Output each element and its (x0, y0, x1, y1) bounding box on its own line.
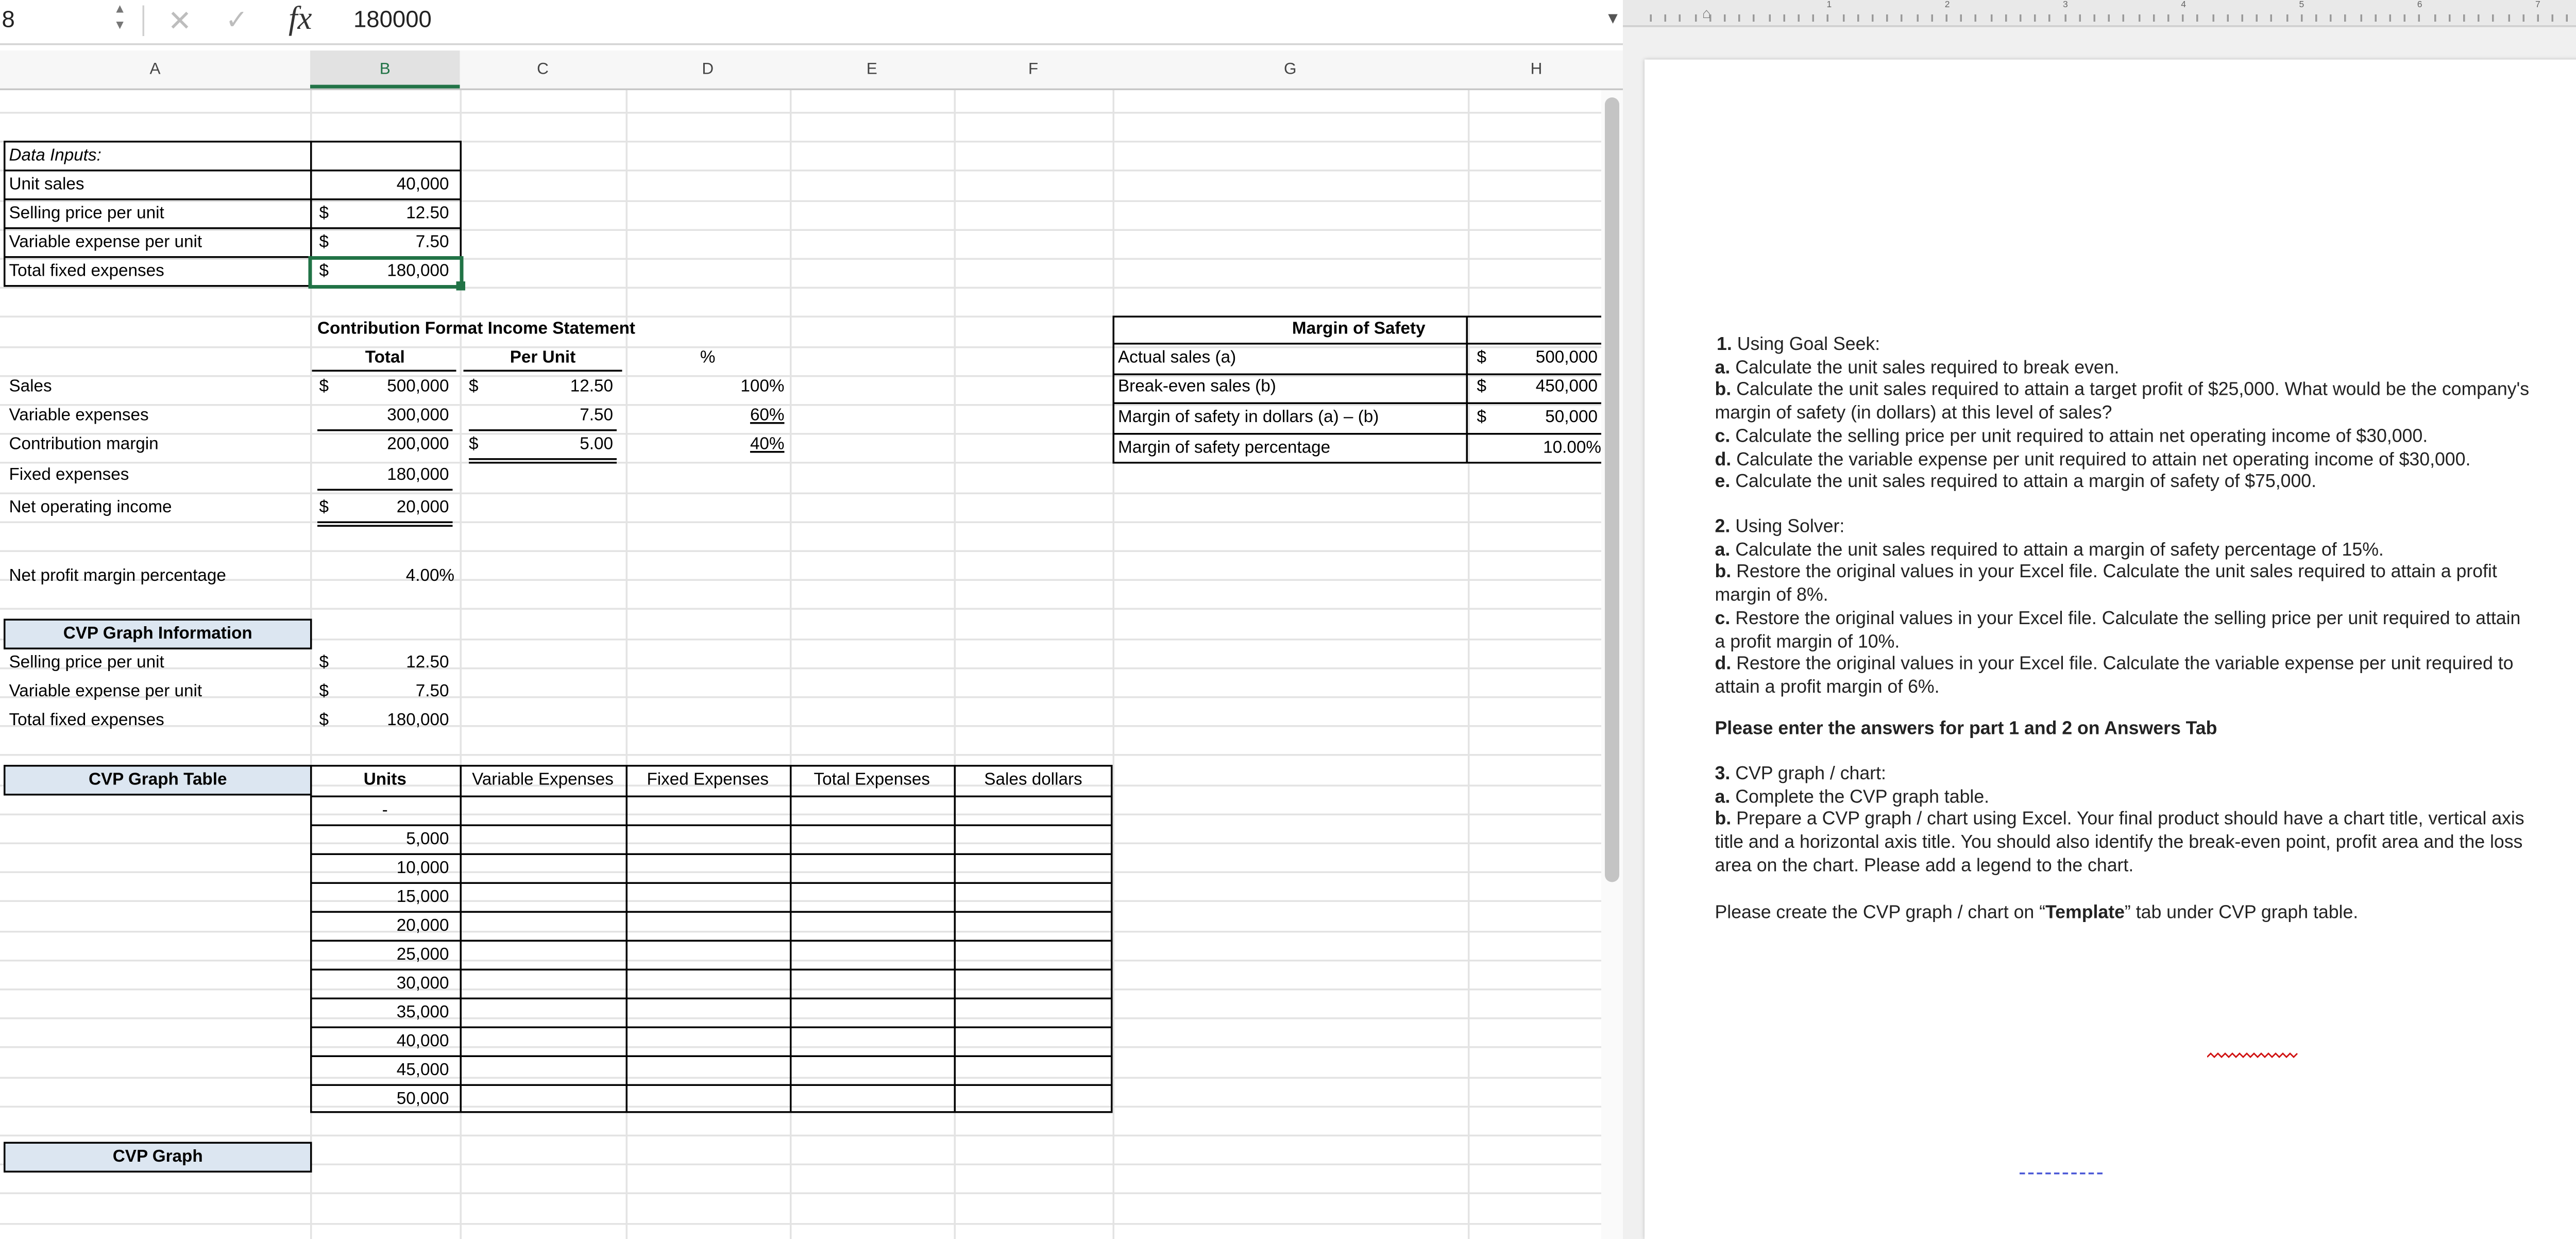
instruction-line (1715, 811, 2524, 833)
ruler-tick (2167, 14, 2170, 22)
instruction-key: a. (1715, 788, 1731, 808)
instruction-line (1715, 473, 2317, 496)
cvp-col-line (954, 765, 956, 1113)
input-label-unit-sales: Unit sales (9, 175, 84, 195)
instruction-text: Calculate the selling price per unit required to attain net operating income of $30,000. (1735, 427, 2428, 447)
formula-bar (0, 0, 1623, 45)
instruction-text: a profit margin of 10%. (1715, 632, 1900, 652)
ruler-tick (1680, 14, 1682, 22)
formula-input[interactable]: 180000 (353, 5, 432, 32)
ruler-tick (1694, 14, 1697, 22)
ruler-tick (2493, 14, 2495, 22)
is-cur1-sales: $ (319, 377, 329, 397)
is-double-underline-2 (469, 462, 617, 464)
instruction-key: c. (1715, 609, 1731, 629)
gridline-row (0, 287, 1601, 289)
instruction-text: Calculate the unit sales required to attain a margin of safety percentage of 15%. (1735, 540, 2384, 561)
column-header-bar (0, 51, 1623, 90)
column-header-f[interactable]: F (1028, 59, 1039, 78)
instruction-text: Restore the original values in your Excel file. Calculate the variable expense per unit required to (1736, 655, 2514, 675)
instruction-text: Complete the CVP graph table. (1735, 788, 1990, 808)
cvp-title: CVP graph / chart: (1735, 765, 1886, 785)
gridline-row (0, 726, 1601, 728)
gridline-row (0, 550, 1601, 552)
instruction-text: attain a profit margin of 6%. (1715, 678, 1940, 698)
ruler-tick (1798, 14, 1800, 22)
instruction-key: b. (1715, 563, 1732, 583)
gridline-row (0, 112, 1601, 114)
cvp-units-cell[interactable]: 40,000 (396, 1032, 449, 1052)
ruler-tick (2375, 14, 2377, 22)
ruler-tick (1783, 14, 1785, 22)
ruler-tick (2434, 14, 2436, 22)
instruction-line (1715, 427, 2428, 450)
ruler-tick (2049, 14, 2051, 22)
mos-label-dollars: Margin of safety in dollars (a) – (b) (1118, 408, 1379, 428)
is-label-variable-expenses: Variable expenses (9, 406, 149, 426)
name-box[interactable]: 8 (2, 5, 15, 32)
instruction-key: d. (1715, 655, 1732, 675)
instruction-line (1715, 655, 2514, 678)
instruction-line (1715, 450, 2471, 473)
cvp-info-value-fixed[interactable]: 180,000 (387, 711, 449, 731)
name-box-spinner-icon[interactable]: ▲ ▼ (113, 4, 126, 32)
instruction-line (1715, 857, 2134, 879)
ruler-tick (2537, 14, 2539, 22)
ruler-tick (1990, 14, 1992, 22)
ruler-tick (2242, 14, 2244, 22)
ruler-tick (1650, 14, 1652, 22)
ruler-number: 7 (2535, 0, 2540, 11)
cvp-header-total-expenses: Total Expenses (814, 770, 930, 790)
ruler-tick (1842, 14, 1844, 22)
instruction-key: b. (1715, 810, 1732, 831)
data-inputs-line-2 (4, 227, 462, 229)
is-underline-variable-total (317, 429, 453, 431)
gridline-row (0, 521, 1601, 523)
instruction-text: Calculate the unit sales required to attain a target profit of $25,000. What would be the company's (1736, 381, 2530, 401)
column-header-b[interactable]: B (310, 51, 460, 89)
is-cur1-noi: $ (319, 498, 329, 518)
mos-value-percentage[interactable]: 10.00% (1543, 438, 1601, 458)
ruler-tick (2300, 14, 2302, 22)
cvp-row-line (310, 882, 1113, 884)
cvp-row-line (310, 825, 1113, 827)
final-bold: Template (2045, 903, 2125, 924)
cvp-info-cur-price: $ (319, 653, 329, 673)
final-post: ” tab under CVP graph table. (2124, 903, 2359, 924)
goal-seek-num: 1. (1717, 336, 1732, 356)
cvp-units-cell[interactable]: 10,000 (396, 859, 449, 879)
solver-title: Using Solver: (1735, 517, 1845, 538)
net-margin-label: Net profit margin percentage (9, 566, 226, 587)
mos-title: Margin of Safety (1292, 319, 1426, 339)
ruler-tick (2005, 14, 2007, 22)
is-double-underline-1 (469, 458, 617, 460)
cancel-icon[interactable]: ✕ (167, 7, 192, 38)
ruler-number: 5 (2299, 0, 2304, 11)
mos-value-break-even[interactable]: 450,000 (1535, 377, 1598, 397)
spellcheck-squiggle-icon (2207, 1052, 2301, 1063)
ruler-tick (2197, 14, 2199, 22)
ruler-tick (1916, 14, 1918, 22)
formula-bar-separator (143, 6, 145, 37)
solver-heading (1715, 518, 1845, 541)
ruler-tick (1665, 14, 1667, 22)
instruction-text: Calculate the unit sales required to break even. (1735, 358, 2120, 378)
cvp-header-fixed-expenses: Fixed Expenses (647, 770, 769, 790)
ruler-tick (2153, 14, 2155, 22)
cvp-row-line (310, 911, 1113, 913)
mos-header-line (1113, 343, 1602, 345)
is-cur2-contribution-margin: $ (469, 434, 479, 455)
ruler-number: 3 (2063, 0, 2068, 11)
ruler-tick (2345, 14, 2347, 22)
instruction-key: a. (1715, 358, 1731, 378)
ruler-tick (2389, 14, 2392, 22)
instruction-text: margin of safety (in dollars) at this level of sales? (1715, 404, 2112, 424)
cvp-units-cell[interactable]: 20,000 (396, 916, 449, 936)
is-double-underline-noi-1 (317, 522, 453, 524)
ruler-tick (2079, 14, 2081, 22)
ruler-tick (2182, 14, 2184, 22)
ruler-tick (2123, 14, 2125, 22)
mos-label-actual-sales: Actual sales (a) (1118, 348, 1236, 368)
cvp-row-line (310, 796, 1113, 798)
ruler-tick (1975, 14, 1977, 22)
column-header-h[interactable]: H (1530, 59, 1543, 78)
mos-cur-dollars: $ (1477, 408, 1487, 428)
vertical-scrollbar[interactable] (1601, 90, 1623, 1239)
cvp-info-cur-fixed: $ (319, 711, 329, 731)
cvp-info-cur-variable: $ (319, 682, 329, 702)
is-double-underline-noi-2 (317, 525, 453, 527)
mos-line-3 (1113, 433, 1602, 435)
scrollbar-thumb[interactable] (1605, 97, 1619, 882)
word-scaled (1623, 0, 2576, 1239)
input-value-selling-price[interactable]: 12.50 (406, 204, 449, 224)
left-indent-marker-icon[interactable]: ⌂ (1702, 5, 1711, 22)
input-label-variable-expense: Variable expense per unit (9, 232, 202, 253)
is-total-contribution-margin[interactable]: 200,000 (387, 434, 449, 455)
input-value-unit-sales[interactable]: 40,000 (396, 175, 449, 195)
column-header-d[interactable]: D (702, 59, 714, 78)
cvp-row-line (310, 1027, 1113, 1029)
gridline-row (0, 1193, 1601, 1195)
cvp-row-line (310, 853, 1113, 856)
cvp-units-cell[interactable]: 5,000 (406, 830, 449, 850)
cvp-num: 3. (1715, 765, 1731, 785)
instruction-line (1715, 563, 2497, 586)
ruler-number: 4 (2181, 0, 2186, 11)
instruction-key: a. (1715, 540, 1731, 561)
mos-cur-actual-sales: $ (1477, 348, 1487, 368)
cvp-col-line (626, 765, 628, 1113)
mos-value-actual-sales[interactable]: 500,000 (1535, 348, 1598, 368)
gridline-row (0, 609, 1601, 611)
gridline-col (1113, 90, 1115, 1239)
instruction-line (1715, 404, 2112, 427)
gridline-row (0, 1135, 1601, 1137)
instruction-key: b. (1715, 381, 1732, 401)
ruler-tick (2507, 14, 2510, 22)
column-header-e[interactable]: E (866, 59, 877, 78)
instruction-line (1715, 788, 1990, 810)
column-header-c[interactable]: C (537, 59, 549, 78)
input-cur-fixed-expenses: $ (319, 261, 329, 281)
grammar-underline-icon (2020, 1173, 2103, 1175)
ruler-tick (1872, 14, 1874, 22)
mos-cur-break-even: $ (1477, 377, 1487, 397)
is-cur2-sales: $ (469, 377, 479, 397)
cvp-header-variable-expenses: Variable Expenses (472, 770, 614, 790)
cvp-row-line (310, 1084, 1113, 1086)
instruction-text: title and a horizontal axis title. You should also identify the break-even point, profit area and the loss (1715, 833, 2523, 853)
cvp-info-label-variable: Variable expense per unit (9, 682, 202, 702)
word-window (1623, 0, 2576, 1239)
ruler-tick (2256, 14, 2258, 22)
ruler-tick (2271, 14, 2273, 22)
instruction-key: d. (1715, 450, 1732, 470)
cvp-info-value-variable[interactable]: 7.50 (415, 682, 449, 702)
instruction-text: Calculate the variable expense per unit required to attain net operating income of $30,000. (1736, 450, 2471, 470)
ruler-tick (2330, 14, 2332, 22)
active-cell-selection[interactable] (309, 256, 464, 289)
ruler-tick (1768, 14, 1770, 22)
gridline-row (0, 755, 1601, 757)
column-header-a[interactable]: A (149, 59, 161, 78)
ruler-tick (2315, 14, 2317, 22)
cvp-units-cell[interactable]: 35,000 (396, 1003, 449, 1023)
cvp-units-cell[interactable]: 15,000 (396, 888, 449, 908)
is-underline-fixed (317, 489, 453, 491)
data-inputs-header-line (4, 170, 462, 172)
cvp-row-line (310, 940, 1113, 942)
instruction-text: Calculate the unit sales required to attain a margin of safety of $75,000. (1735, 473, 2317, 493)
ruler-tick (2212, 14, 2214, 22)
ruler-tick (2360, 14, 2362, 22)
gridline-row (0, 1223, 1601, 1225)
answers-note: Please enter the answers for part 1 and 2 on Answers Tab (1715, 719, 2217, 740)
instruction-line (1715, 381, 2530, 404)
is-label-fixed-expenses: Fixed expenses (9, 465, 129, 485)
instruction-line (1715, 678, 1940, 701)
ruler-tick (1857, 14, 1859, 22)
mos-label-break-even: Break-even sales (b) (1118, 377, 1276, 397)
goal-seek-heading (1717, 336, 1880, 358)
income-statement-title: Contribution Format Income Statement (317, 319, 636, 339)
insert-function-icon[interactable]: fx (289, 0, 312, 36)
cvp-units-cell[interactable]: 50,000 (396, 1090, 449, 1110)
input-value-variable-expense[interactable]: 7.50 (415, 232, 449, 253)
is-pct-sales[interactable]: 100% (740, 377, 785, 397)
instruction-text: Restore the original values in your Excel file. Calculate the selling price per unit required to attain (1735, 609, 2521, 629)
ruler-tick (2419, 14, 2421, 22)
data-inputs-line-1 (4, 198, 462, 200)
is-total-variable-expenses[interactable]: 300,000 (387, 406, 449, 426)
instruction-line (1715, 609, 2521, 632)
goal-seek-title: Using Goal Seek: (1737, 336, 1880, 356)
ruler-tick (2108, 14, 2110, 22)
cvp-units-cell[interactable]: - (382, 801, 388, 821)
worksheet-grid[interactable] (0, 90, 1601, 1239)
instruction-text: area on the chart. Please add a legend to the chart. (1715, 856, 2134, 877)
final-pre: Please create the CVP graph / chart on “ (1715, 903, 2046, 924)
is-total-fixed-expenses[interactable]: 180,000 (387, 465, 449, 485)
is-total-noi[interactable]: 20,000 (396, 498, 449, 518)
is-header-underline-total (312, 370, 456, 372)
data-inputs-title: Data Inputs: (9, 146, 101, 166)
ruler-tick (2286, 14, 2288, 22)
is-header-underline-per-unit (464, 370, 622, 372)
instruction-key: c. (1715, 427, 1731, 447)
is-underline-variable-per-unit (469, 429, 617, 431)
cvp-row-line (310, 998, 1113, 1000)
instruction-line (1715, 632, 1900, 655)
ruler-tick (2064, 14, 2066, 22)
is-header-per-unit: Per Unit (510, 348, 576, 368)
input-cur-variable-expense: $ (319, 232, 329, 253)
mos-label-percentage: Margin of safety percentage (1118, 438, 1331, 458)
cvp-header-sales-dollars: Sales dollars (984, 770, 1082, 790)
ruler-tick (2404, 14, 2406, 22)
gridline-row (0, 667, 1601, 669)
cvp-units-cell[interactable]: 45,000 (396, 1061, 449, 1081)
cvp-row-line (310, 1056, 1113, 1058)
instruction-key: e. (1715, 473, 1731, 493)
cvp-header-units: Units (363, 770, 406, 790)
ruler-tick (2035, 14, 2037, 22)
gridline-col (1468, 90, 1470, 1239)
ruler-tick (1739, 14, 1741, 22)
input-value-fixed-expenses[interactable]: 180,000 (387, 261, 449, 281)
ruler-tick (1946, 14, 1948, 22)
cvp-col-line (790, 765, 792, 1113)
instruction-text: Prepare a CVP graph / chart using Excel. Your final product should have a chart title, vertical axis (1736, 810, 2524, 831)
cvp-col-line (460, 765, 462, 1113)
cvp-info-title: CVP Graph Information (63, 624, 252, 644)
ruler-tick (1887, 14, 1889, 22)
ruler-tick (2567, 14, 2569, 22)
instruction-line (1715, 358, 2120, 381)
ruler-tick (1827, 14, 1829, 22)
is-pct-variable-expenses[interactable]: 60% (750, 406, 785, 426)
cvp-units-cell[interactable]: 25,000 (396, 945, 449, 965)
expand-formula-bar-icon[interactable]: ▼ (1605, 9, 1621, 27)
ruler-tick (1901, 14, 1903, 22)
ruler-tick (1753, 14, 1755, 22)
gridline-row (0, 696, 1601, 698)
is-label-sales: Sales (9, 377, 52, 397)
is-header-pct: % (700, 348, 716, 368)
is-total-sales[interactable]: 500,000 (387, 377, 449, 397)
horizontal-ruler[interactable] (1623, 0, 2576, 27)
ruler-tick (2138, 14, 2140, 22)
ruler-tick (2478, 14, 2480, 22)
is-pct-contribution-margin[interactable]: 40% (750, 434, 785, 455)
cvp-row-line (310, 969, 1113, 971)
ruler-tick (2094, 14, 2096, 22)
is-label-contribution-margin: Contribution margin (9, 434, 159, 455)
gridline-row (0, 579, 1601, 581)
mos-value-dollars[interactable]: 50,000 (1545, 408, 1598, 428)
final-instruction (1715, 904, 2359, 927)
is-per-unit-sales[interactable]: 12.50 (570, 377, 613, 397)
confirm-icon[interactable]: ✓ (225, 5, 248, 36)
ruler-tick (2522, 14, 2524, 22)
is-label-net-operating-income: Net operating income (9, 498, 172, 518)
instruction-line (1715, 833, 2523, 856)
column-header-g[interactable]: G (1283, 59, 1297, 78)
ruler-tick (2020, 14, 2022, 22)
solver-num: 2. (1715, 517, 1731, 538)
ruler-number: 1 (1826, 0, 1832, 11)
instruction-line (1715, 541, 2384, 563)
is-per-unit-contribution-margin[interactable]: 5.00 (580, 434, 613, 455)
document-page[interactable] (1645, 60, 2576, 1239)
cvp-info-value-price[interactable]: 12.50 (406, 653, 449, 673)
mos-line-2 (1113, 403, 1602, 405)
instruction-text: margin of 8%. (1715, 586, 1828, 607)
cvp-info-label-price: Selling price per unit (9, 653, 164, 673)
cvp-info-label-fixed: Total fixed expenses (9, 711, 164, 731)
mos-line-1 (1113, 374, 1602, 376)
ruler-tick (2448, 14, 2450, 22)
gridline-row (0, 492, 1601, 494)
is-per-unit-variable-expenses[interactable]: 7.50 (580, 406, 613, 426)
ruler-tick (1960, 14, 1962, 22)
input-label-fixed-expenses: Total fixed expenses (9, 261, 164, 281)
ruler-number: 2 (1944, 0, 1950, 11)
input-cur-selling-price: $ (319, 204, 329, 224)
ruler-tick (1724, 14, 1726, 22)
ruler-tick (1812, 14, 1815, 22)
ruler-tick (1931, 14, 1933, 22)
input-label-selling-price: Selling price per unit (9, 204, 164, 224)
ruler-tick (2227, 14, 2229, 22)
net-margin-value[interactable]: 4.00% (405, 566, 454, 587)
instruction-text: Restore the original values in your Excel file. Calculate the unit sales required to attain a profit (1736, 563, 2497, 583)
ruler-tick (2552, 14, 2554, 22)
instruction-line (1715, 587, 1828, 609)
ruler-tick (2463, 14, 2465, 22)
ruler-number: 6 (2417, 0, 2422, 11)
fill-handle[interactable] (456, 281, 466, 291)
cvp-units-cell[interactable]: 30,000 (396, 974, 449, 994)
cvp-heading (1715, 765, 1886, 788)
is-header-total: Total (365, 348, 405, 368)
cvp-graph-title: CVP Graph (112, 1147, 203, 1167)
cvp-table-title: CVP Graph Table (88, 770, 227, 790)
